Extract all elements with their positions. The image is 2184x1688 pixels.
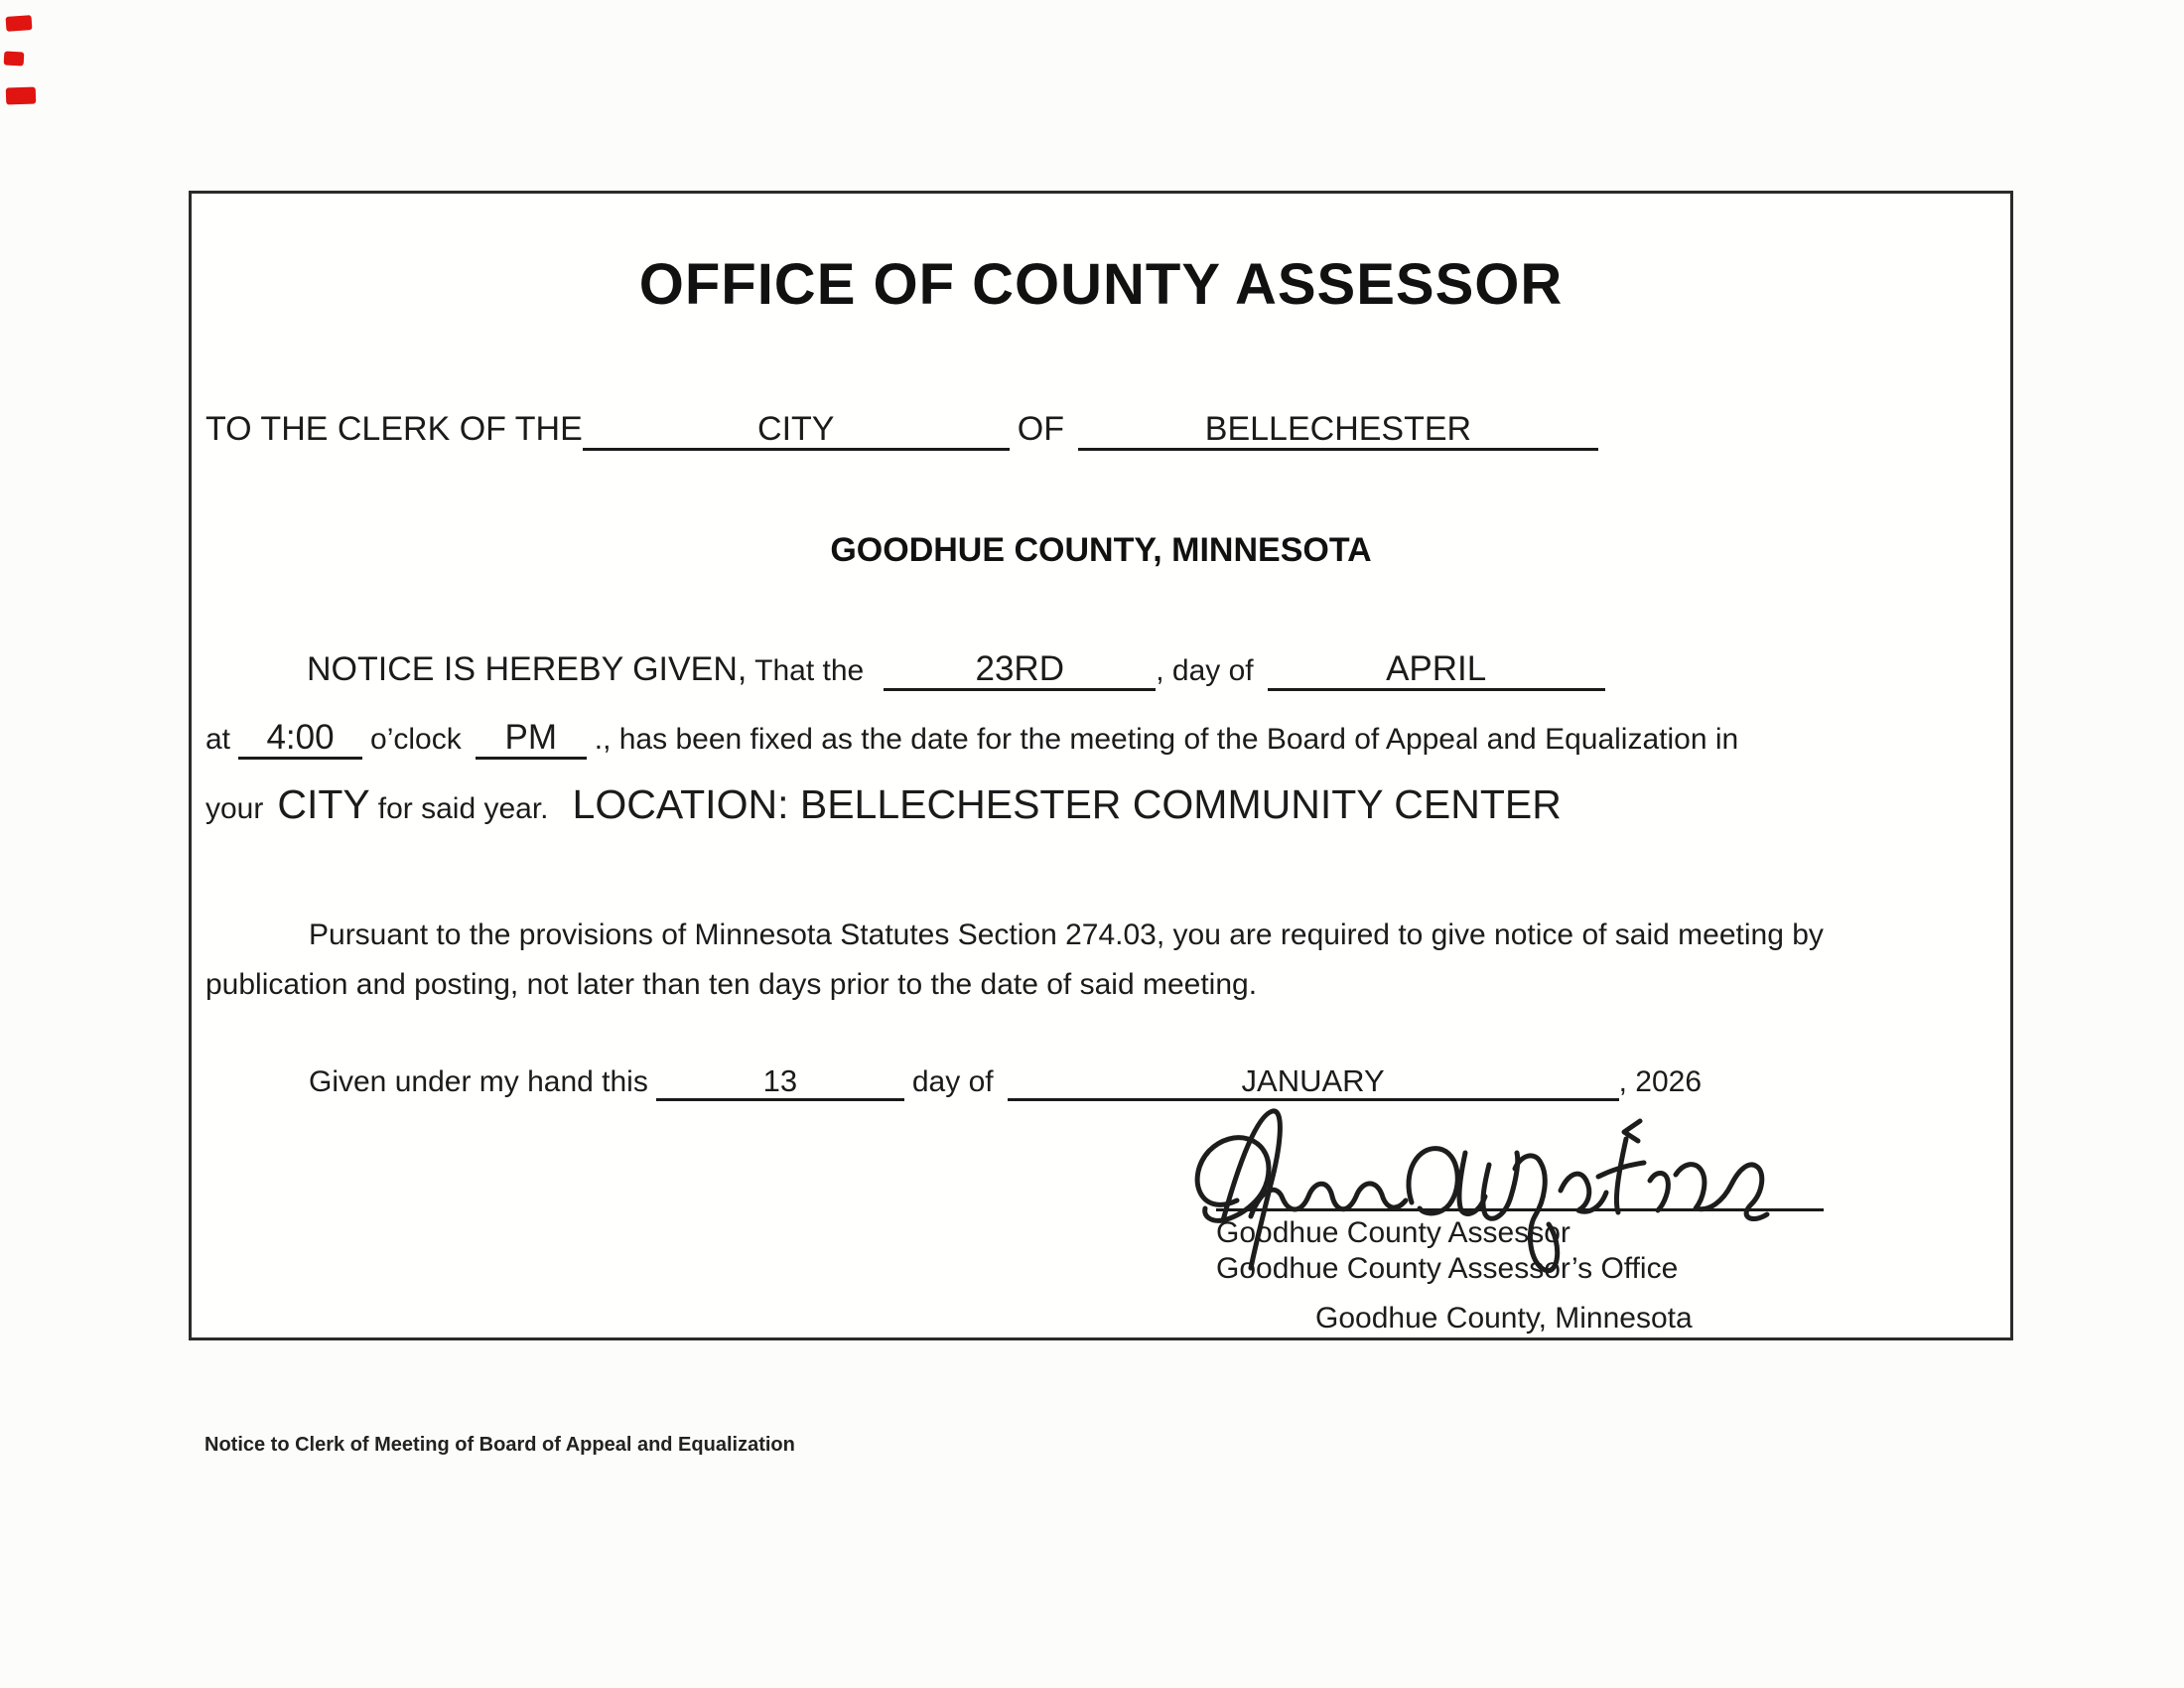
municipality-type-repeat: CITY bbox=[277, 781, 370, 827]
time-line bbox=[205, 720, 1738, 760]
signer-county-state: Goodhue County, Minnesota bbox=[1315, 1302, 1693, 1335]
notice-line bbox=[307, 650, 1605, 691]
oclock-label: o’clock bbox=[370, 723, 462, 756]
time-line-rest: ., has been fixed as the date for the meeting of the Board of Appeal and Equalization in bbox=[594, 723, 1739, 756]
meeting-day-field: 23RD bbox=[884, 651, 1156, 691]
meeting-month-field: APRIL bbox=[1268, 651, 1605, 691]
signed-day-field: 13 bbox=[656, 1065, 904, 1101]
year-suffix: , 2026 bbox=[1618, 1065, 1703, 1098]
for-said-year-label: for said year. bbox=[377, 792, 549, 825]
meeting-time-field: 4:00 bbox=[238, 720, 362, 760]
signed-month-field: JANUARY bbox=[1008, 1065, 1619, 1101]
signature-line bbox=[1216, 1208, 1824, 1211]
signed-date-line bbox=[309, 1065, 1702, 1101]
clerk-line bbox=[205, 410, 1598, 451]
your-label: your bbox=[205, 792, 264, 825]
county-state-heading: GOODHUE COUNTY, MINNESOTA bbox=[830, 531, 1372, 569]
statute-paragraph-line2: publication and posting, not later than ten days prior to the date of said meeting. bbox=[205, 968, 1258, 1001]
day-of-label: , day of bbox=[1156, 654, 1254, 687]
of-label: OF bbox=[1017, 410, 1064, 448]
notice-lead: NOTICE IS HEREBY GIVEN, bbox=[307, 650, 748, 688]
municipality-name-field: BELLECHESTER bbox=[1078, 412, 1598, 451]
meridiem-field: PM bbox=[476, 720, 587, 760]
signer-office: Goodhue County Assessor’s Office bbox=[1216, 1252, 1679, 1285]
location-text: LOCATION: BELLECHESTER COMMUNITY CENTER bbox=[572, 781, 1562, 827]
document-title: OFFICE OF COUNTY ASSESSOR bbox=[638, 252, 1564, 317]
signer-title: Goodhue County Assessor bbox=[1216, 1216, 1570, 1249]
notice-that-the: That the bbox=[747, 654, 865, 687]
clerk-line-prefix: TO THE CLERK OF THE bbox=[205, 410, 583, 448]
at-label: at bbox=[205, 723, 231, 756]
given-day-of-label: day of bbox=[911, 1065, 994, 1098]
location-line bbox=[205, 781, 1562, 828]
document-border-box bbox=[189, 191, 2013, 1340]
statute-paragraph-line1: Pursuant to the provisions of Minnesota Statutes Section 274.03, you are required to give notice of said meeting by bbox=[309, 918, 1824, 951]
red-scan-marks bbox=[4, 12, 50, 121]
footer-note: Notice to Clerk of Meeting of Board of Appeal and Equalization bbox=[205, 1434, 795, 1456]
municipality-type-field: CITY bbox=[583, 412, 1010, 451]
given-lead: Given under my hand this bbox=[309, 1065, 648, 1098]
statute-paragraph bbox=[205, 911, 1919, 1010]
